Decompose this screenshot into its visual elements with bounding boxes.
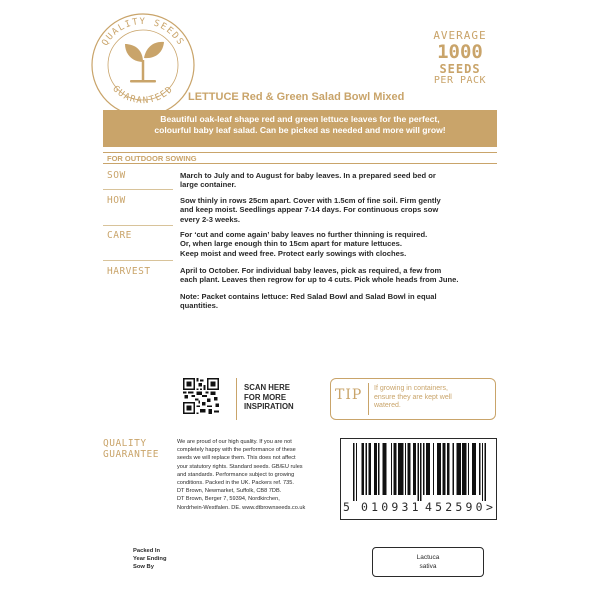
tip-line: If growing in containers, <box>374 385 448 392</box>
barcode-bar <box>378 443 379 495</box>
latin-line: sativa <box>419 563 437 570</box>
qr-code[interactable] <box>183 378 219 414</box>
barcode-bar <box>375 443 376 495</box>
sprout-icon <box>125 42 164 83</box>
scan-line: FOR MORE <box>244 392 287 402</box>
barcode-bar <box>485 443 486 501</box>
average-seeds-box <box>420 30 500 86</box>
description-banner <box>103 110 497 147</box>
text-line: March to July and to August for baby leaves. In a prepared seed bed or <box>180 171 436 180</box>
barcode-bar <box>448 443 449 495</box>
barcode-bar <box>429 443 430 495</box>
text-line: We are proud of our high quality. If you are not <box>177 439 292 445</box>
seeds-label: SEEDS <box>439 62 481 76</box>
note-text <box>180 292 500 311</box>
tip-label: TIP <box>335 387 363 403</box>
svg-text:GUARANTEED <box>110 84 175 106</box>
packed-line: Sow By <box>133 564 154 570</box>
barcode-bar <box>420 443 421 501</box>
care-text <box>180 230 500 258</box>
section-heading: FOR OUTDOOR SOWING <box>103 152 497 164</box>
text-line: your statutory rights. Standard seeds. GB/EU rules <box>177 463 303 470</box>
badge-top-text: QUALITY SEEDS <box>100 17 186 48</box>
quality-guarantee-title <box>103 438 159 460</box>
per-pack-label: PER PACK <box>433 75 487 86</box>
barcode-bar <box>459 443 460 495</box>
text-line: DT Brown, Newmarket, Suffolk, CB8 7DB. <box>177 488 282 495</box>
title-line: QUALITY <box>103 438 147 449</box>
packed-info <box>133 547 167 571</box>
text-line: each plant. Leaves then regrow for up to 4 cuts. Pick whole heads from June. <box>180 275 459 285</box>
tip-text <box>374 385 492 411</box>
divider <box>103 260 173 261</box>
text-line: seeds we will replace them. This does not affect <box>177 455 296 462</box>
barcode-bar <box>458 443 459 495</box>
text-line: Keep moist and weed free. Protect early sowings with cloches. <box>180 248 407 258</box>
barcode-bar <box>479 443 480 495</box>
how-label: HOW <box>107 195 126 206</box>
barcode-bar <box>366 443 367 495</box>
barcode-bar <box>468 443 469 495</box>
scan-line: SCAN HERE <box>244 383 290 392</box>
badge-bottom-text: GUARANTEED <box>110 84 176 107</box>
harvest-text <box>180 266 500 285</box>
barcode <box>347 443 492 501</box>
packed-line: Year Ending <box>133 556 167 562</box>
barcode-first-digit: 5 <box>343 500 350 514</box>
text-line: quantities. <box>180 301 218 311</box>
barcode-bar <box>465 443 466 495</box>
sow-text <box>180 171 500 190</box>
text-line: Sow thinly in rows 25cm apart. Cover with 1.5cm of fine soil. Firm gently <box>180 196 441 205</box>
tip-box <box>330 378 496 420</box>
barcode-bar <box>447 443 448 495</box>
divider <box>103 225 173 226</box>
text-line: and keep moist. Seedlings appear 7-14 days. For continuous crops sow <box>180 205 439 215</box>
tip-line: watered. <box>374 402 401 409</box>
barcode-bar <box>356 443 357 501</box>
barcode-bar <box>398 443 399 495</box>
product-title: LETTUCE Red & Green Salad Bowl Mixed <box>188 91 405 103</box>
barcode-bar <box>399 443 400 495</box>
barcode-bar <box>443 443 444 495</box>
barcode-bar <box>405 443 406 495</box>
barcode-bar <box>401 443 402 495</box>
barcode-bar <box>423 443 424 495</box>
text-line: For ‘cut and come again’ baby leaves no further thinning is required. <box>180 230 428 239</box>
barcode-bar <box>426 443 427 495</box>
barcode-bar <box>415 443 416 495</box>
quality-guarantee-text <box>177 438 325 512</box>
barcode-bar <box>472 443 473 495</box>
barcode-bar <box>408 443 409 495</box>
banner-line: colourful baby leaf salad. Can be picked as needed and more will grow! <box>154 125 446 135</box>
text-line: large container. <box>180 180 237 190</box>
scan-instructions <box>244 383 294 412</box>
sow-label: SOW <box>107 170 126 181</box>
title-line: GUARANTEE <box>103 449 159 460</box>
scan-line: INSPIRATION <box>244 402 294 411</box>
barcode-bar <box>353 443 354 501</box>
barcode-bar <box>482 443 483 501</box>
barcode-bar <box>413 443 414 495</box>
how-text <box>180 196 500 224</box>
text-line: every 2-3 weeks. <box>180 214 240 224</box>
barcode-bar <box>374 443 375 495</box>
banner-line: Beautiful oak-leaf shape red and green lettuce leaves for the perfect, <box>160 114 440 124</box>
latin-name-box <box>372 547 484 577</box>
barcode-right-digits: 452590 <box>425 500 486 514</box>
barcode-bar <box>363 443 364 495</box>
barcode-bar <box>438 443 439 495</box>
svg-text:QUALITY SEEDS <box>100 17 185 48</box>
barcode-bar <box>368 443 369 495</box>
barcode-bar <box>473 443 474 495</box>
barcode-bar <box>444 443 445 495</box>
barcode-bar <box>394 443 395 495</box>
barcode-quiet-mark: > <box>486 500 493 514</box>
barcode-bar <box>464 443 465 495</box>
packed-line: Packed In <box>133 548 161 554</box>
barcode-bar <box>395 443 396 495</box>
text-line: Nordrhein-Westfalen. DE. www.dtbrownseeds.co.uk <box>177 504 306 511</box>
barcode-bar <box>475 443 476 495</box>
text-line: conditions. Packed in the UK. Packers ref. 735. <box>177 480 294 487</box>
seed-count: 1000 <box>437 41 483 63</box>
latin-line: Lactuca <box>416 554 440 561</box>
barcode-bar <box>440 443 441 495</box>
barcode-bar <box>370 443 371 495</box>
divider <box>103 189 173 190</box>
harvest-label: HARVEST <box>107 266 151 277</box>
text-line: Or, when large enough thin to 15cm apart for mature lettuces. <box>180 239 402 249</box>
tip-divider <box>368 383 369 415</box>
barcode-left-digits: 010931 <box>361 500 422 514</box>
text-line: DT Brown, Berger 7, 59394, Nordkirchen, <box>177 496 280 503</box>
quality-seeds-badge <box>88 10 198 120</box>
barcode-bar <box>384 443 385 495</box>
barcode-bar <box>385 443 386 495</box>
text-line: Note: Packet contains lettuce: Red Salad Bowl and Salad Bowl in equal <box>180 292 437 301</box>
barcode-bar <box>391 443 392 495</box>
text-line: April to October. For individual baby leaves, pick as required, a few from <box>180 266 442 275</box>
barcode-bar <box>457 443 458 495</box>
barcode-bar <box>427 443 428 495</box>
tip-line: ensure they are kept well <box>374 393 452 401</box>
text-line: and standards. Performance subject to growing <box>177 471 295 478</box>
average-label: AVERAGE <box>433 29 487 42</box>
barcode-bar <box>433 443 434 495</box>
barcode-bar <box>382 443 383 495</box>
barcode-bar <box>417 443 418 501</box>
barcode-bar <box>361 443 362 495</box>
barcode-bar <box>462 443 463 495</box>
barcode-box <box>340 438 497 520</box>
text-line: completely happy with the performance of these <box>177 447 296 454</box>
barcode-bar <box>409 443 410 495</box>
care-label: CARE <box>107 230 132 241</box>
barcode-bar <box>402 443 403 495</box>
barcode-bar <box>437 443 438 495</box>
barcode-bar <box>452 443 453 495</box>
